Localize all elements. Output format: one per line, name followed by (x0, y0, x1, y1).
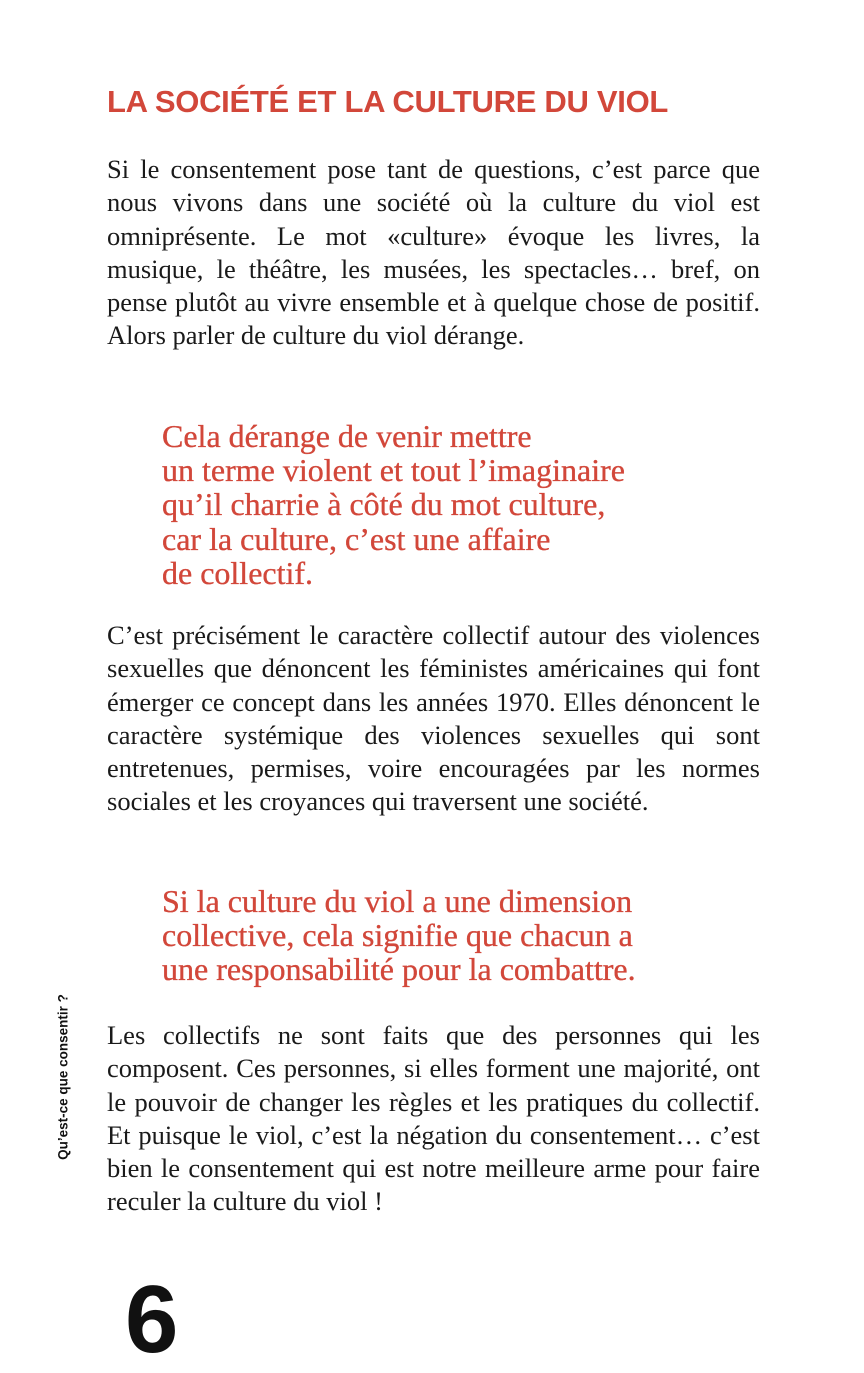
running-title: Qu’est-ce que consentir ? (55, 994, 71, 1160)
pull-quote-responsabilite (162, 884, 762, 987)
pull-quote-line: un terme violent et tout l’imaginaire (162, 452, 625, 489)
pull-quote-line: qu’il charrie à côté du mot culture, (162, 486, 606, 523)
pull-quote-line: Cela dérange de venir mettre (162, 418, 532, 454)
paragraph-intro: Si le consentement pose tant de questions, c’est parce que nous vivons dans une société où la culture du viol est omniprésente. Le mot «culture» évoque les livres, la musique, le théâtre, les musées, les spectacles… bref, on pense plutôt au vivre ensemble et à quelque chose de positif. Alors parler de culture du viol dérange. (107, 154, 760, 351)
pull-quote-line: Si la culture du viol a une dimension (162, 883, 633, 919)
pull-quote-line: une responsabilité pour la combattre. (162, 951, 636, 988)
page-number: 6 (125, 1266, 179, 1373)
pull-quote-line: car la culture, c’est une affaire (162, 520, 551, 557)
paragraph-collectifs: Les collectifs ne sont faits que des personnes qui les composent. Ces personnes, si elles forment une majorité, ont le pouvoir de changer les règles et les pratiques du collectif. Et puisque le viol, c’est la négation du consentement… c’est bien le consentement qui est notre meilleure arme pour faire reculer la culture du viol ! (107, 1020, 760, 1217)
pull-quote-line: de collectif. (162, 554, 314, 591)
pull-quote-line: collective, cela signifie que chacun a (162, 917, 633, 954)
section-heading: LA SOCIÉTÉ ET LA CULTURE DU VIOL (107, 84, 669, 119)
pull-quote-collectif (162, 419, 762, 590)
paragraph-feministes: C’est précisément le caractère collectif autour des violences sexuelles que dénoncent les féministes américaines qui font émerger ce concept dans les années 1970. Elles dénoncent le caractère systémique des violences sexuelles qui sont entretenues, permises, voire encouragées par les normes sociales et les croyances qui traversent une société. (107, 620, 760, 817)
